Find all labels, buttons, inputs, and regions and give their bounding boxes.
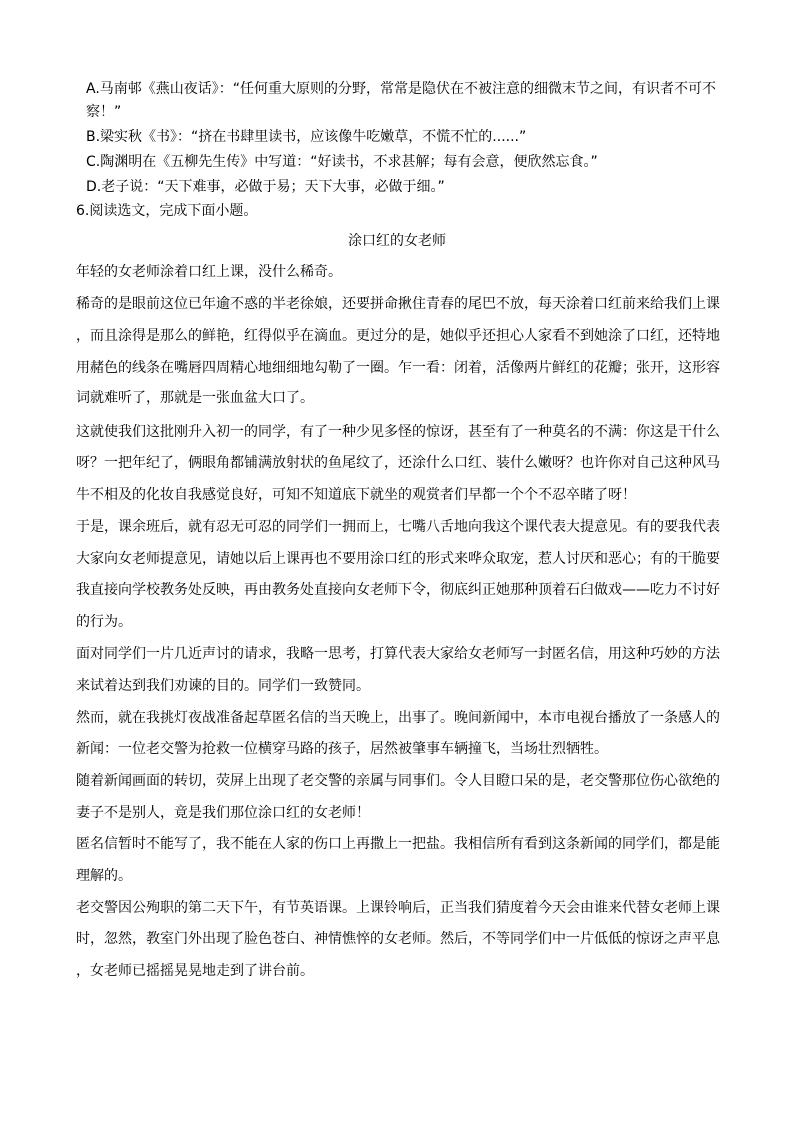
paragraph-7-line-1: 随着新闻画面的转切，荧屏上出现了老交警的亲属与同事们。令人目瞪口呆的是，老交警那位伤心欲绝的 bbox=[76, 773, 720, 789]
paragraph-6-line-1: 然而，就在我挑灯夜战准备起草匿名信的当天晚上，出事了。晚间新闻中，本市电视台播放了一条感人的 bbox=[76, 710, 720, 726]
paragraph-3-line-3: 牛不相及的化妆自我感觉良好，可知不知道底下就坐的观赏者们早都一个个不忍卒睹了呀！ bbox=[76, 487, 636, 503]
paragraph-5-line-1: 面对同学们一片几近声讨的请求，我略一思考，打算代表大家给女老师写一封匿名信，用这种巧妙的方法 bbox=[76, 646, 720, 662]
paragraph-9-line-3: ，女老师已摇摇晃晃地走到了讲台前。 bbox=[76, 963, 314, 979]
question-heading: 6.阅读选文，完成下面小题。 bbox=[76, 203, 258, 219]
paragraph-3-line-1: 这就使我们这批刚升入初一的同学，有了一种少见多怪的惊讶，甚至有了一种莫名的不满：你这是干什么 bbox=[76, 424, 720, 440]
paragraph-2-line-2: ，而且涂得是那么的鲜艳，红得似乎在滴血。更过分的是，她似乎还担心人家看不到她涂了口红，还特地 bbox=[76, 328, 720, 344]
paragraph-7-line-2: 妻子不是别人，竟是我们那位涂口红的女老师！ bbox=[76, 805, 370, 821]
article-title: 涂口红的女老师 bbox=[348, 233, 446, 249]
paragraph-8-line-2: 理解的。 bbox=[76, 868, 132, 884]
paragraph-4-line-2: 大家向女老师提意见，请她以后上课再也不要用涂口红的形式来哗众取宠，惹人讨厌和恶心；有的干脆要 bbox=[76, 551, 720, 567]
paragraph-1-line-1: 年轻的女老师涂着口红上课，没什么稀奇。 bbox=[76, 264, 342, 280]
paragraph-8-line-1: 匿名信暂时不能写了，我不能在人家的伤口上再撒上一把盐。我相信所有看到这条新闻的同学们，都是能 bbox=[76, 836, 720, 852]
paragraph-4-line-1: 于是，课余班后，就有忍无可忍的同学们一拥而上，七嘴八舌地向我这个课代表大提意见。有的要我代表 bbox=[76, 519, 720, 535]
paragraph-6-line-2: 新闻：一位老交警为抢救一位横穿马路的孩子，居然被肇事车辆撞飞，当场壮烈牺牲。 bbox=[76, 741, 608, 757]
paragraph-4-line-4: 的行为。 bbox=[76, 614, 132, 630]
paragraph-2-line-3: 用赭色的线条在嘴唇四周精心地细细地勾勒了一圈。乍一看：闭着，活像两片鲜红的花瓣；张开，这形容 bbox=[76, 360, 720, 376]
paragraph-9-line-2: 时，忽然，教室门外出现了脸色苍白、神情憔悴的女老师。然后，不等同学们中一片低低的惊讶之声平息 bbox=[76, 931, 720, 947]
option-b: B.梁实秋《书》：“挤在书肆里读书，应该像牛吃嫩草，不慌不忙的......” bbox=[86, 129, 527, 145]
paragraph-3-line-2: 呀？一把年纪了，俩眼角都铺满放射状的鱼尾纹了，还涂什么口红、装什么嫩呀？也许你对自己这种风马 bbox=[76, 455, 720, 471]
paragraph-4-line-3: 我直接向学校教务处反映，再由教务处直接向女老师下令，彻底纠正她那种顶着石臼做戏——吃力不讨好 bbox=[76, 582, 720, 598]
paragraph-2-line-1: 稀奇的是眼前这位已年逾不惑的半老徐娘，还要拼命揪住青春的尾巴不放，每天涂着口红前来给我们上课 bbox=[76, 296, 720, 312]
option-a-line-1: A.马南邨《燕山夜话》：“任何重大原则的分野，常常是隐伏在不被注意的细微末节之间，有识者不可不 bbox=[86, 81, 717, 97]
paragraph-9-line-1: 老交警因公殉职的第二天下午，有节英语课。上课铃响后，正当我们猜度着今天会由谁来代替女老师上课 bbox=[76, 900, 720, 916]
option-a-line-2: 察！” bbox=[86, 104, 122, 120]
paragraph-2-line-4: 词就难听了，那就是一张血盆大口了。 bbox=[76, 390, 314, 406]
paragraph-5-line-2: 来试着达到我们劝谏的目的。同学们一致赞同。 bbox=[76, 678, 370, 694]
option-d: D.老子说：“天下难事，必做于易；天下大事，必做于细。” bbox=[86, 179, 445, 195]
option-c: C.陶渊明在《五柳先生传》中写道：“好读书，不求甚解；每有会意，便欣然忘食。” bbox=[86, 154, 598, 170]
